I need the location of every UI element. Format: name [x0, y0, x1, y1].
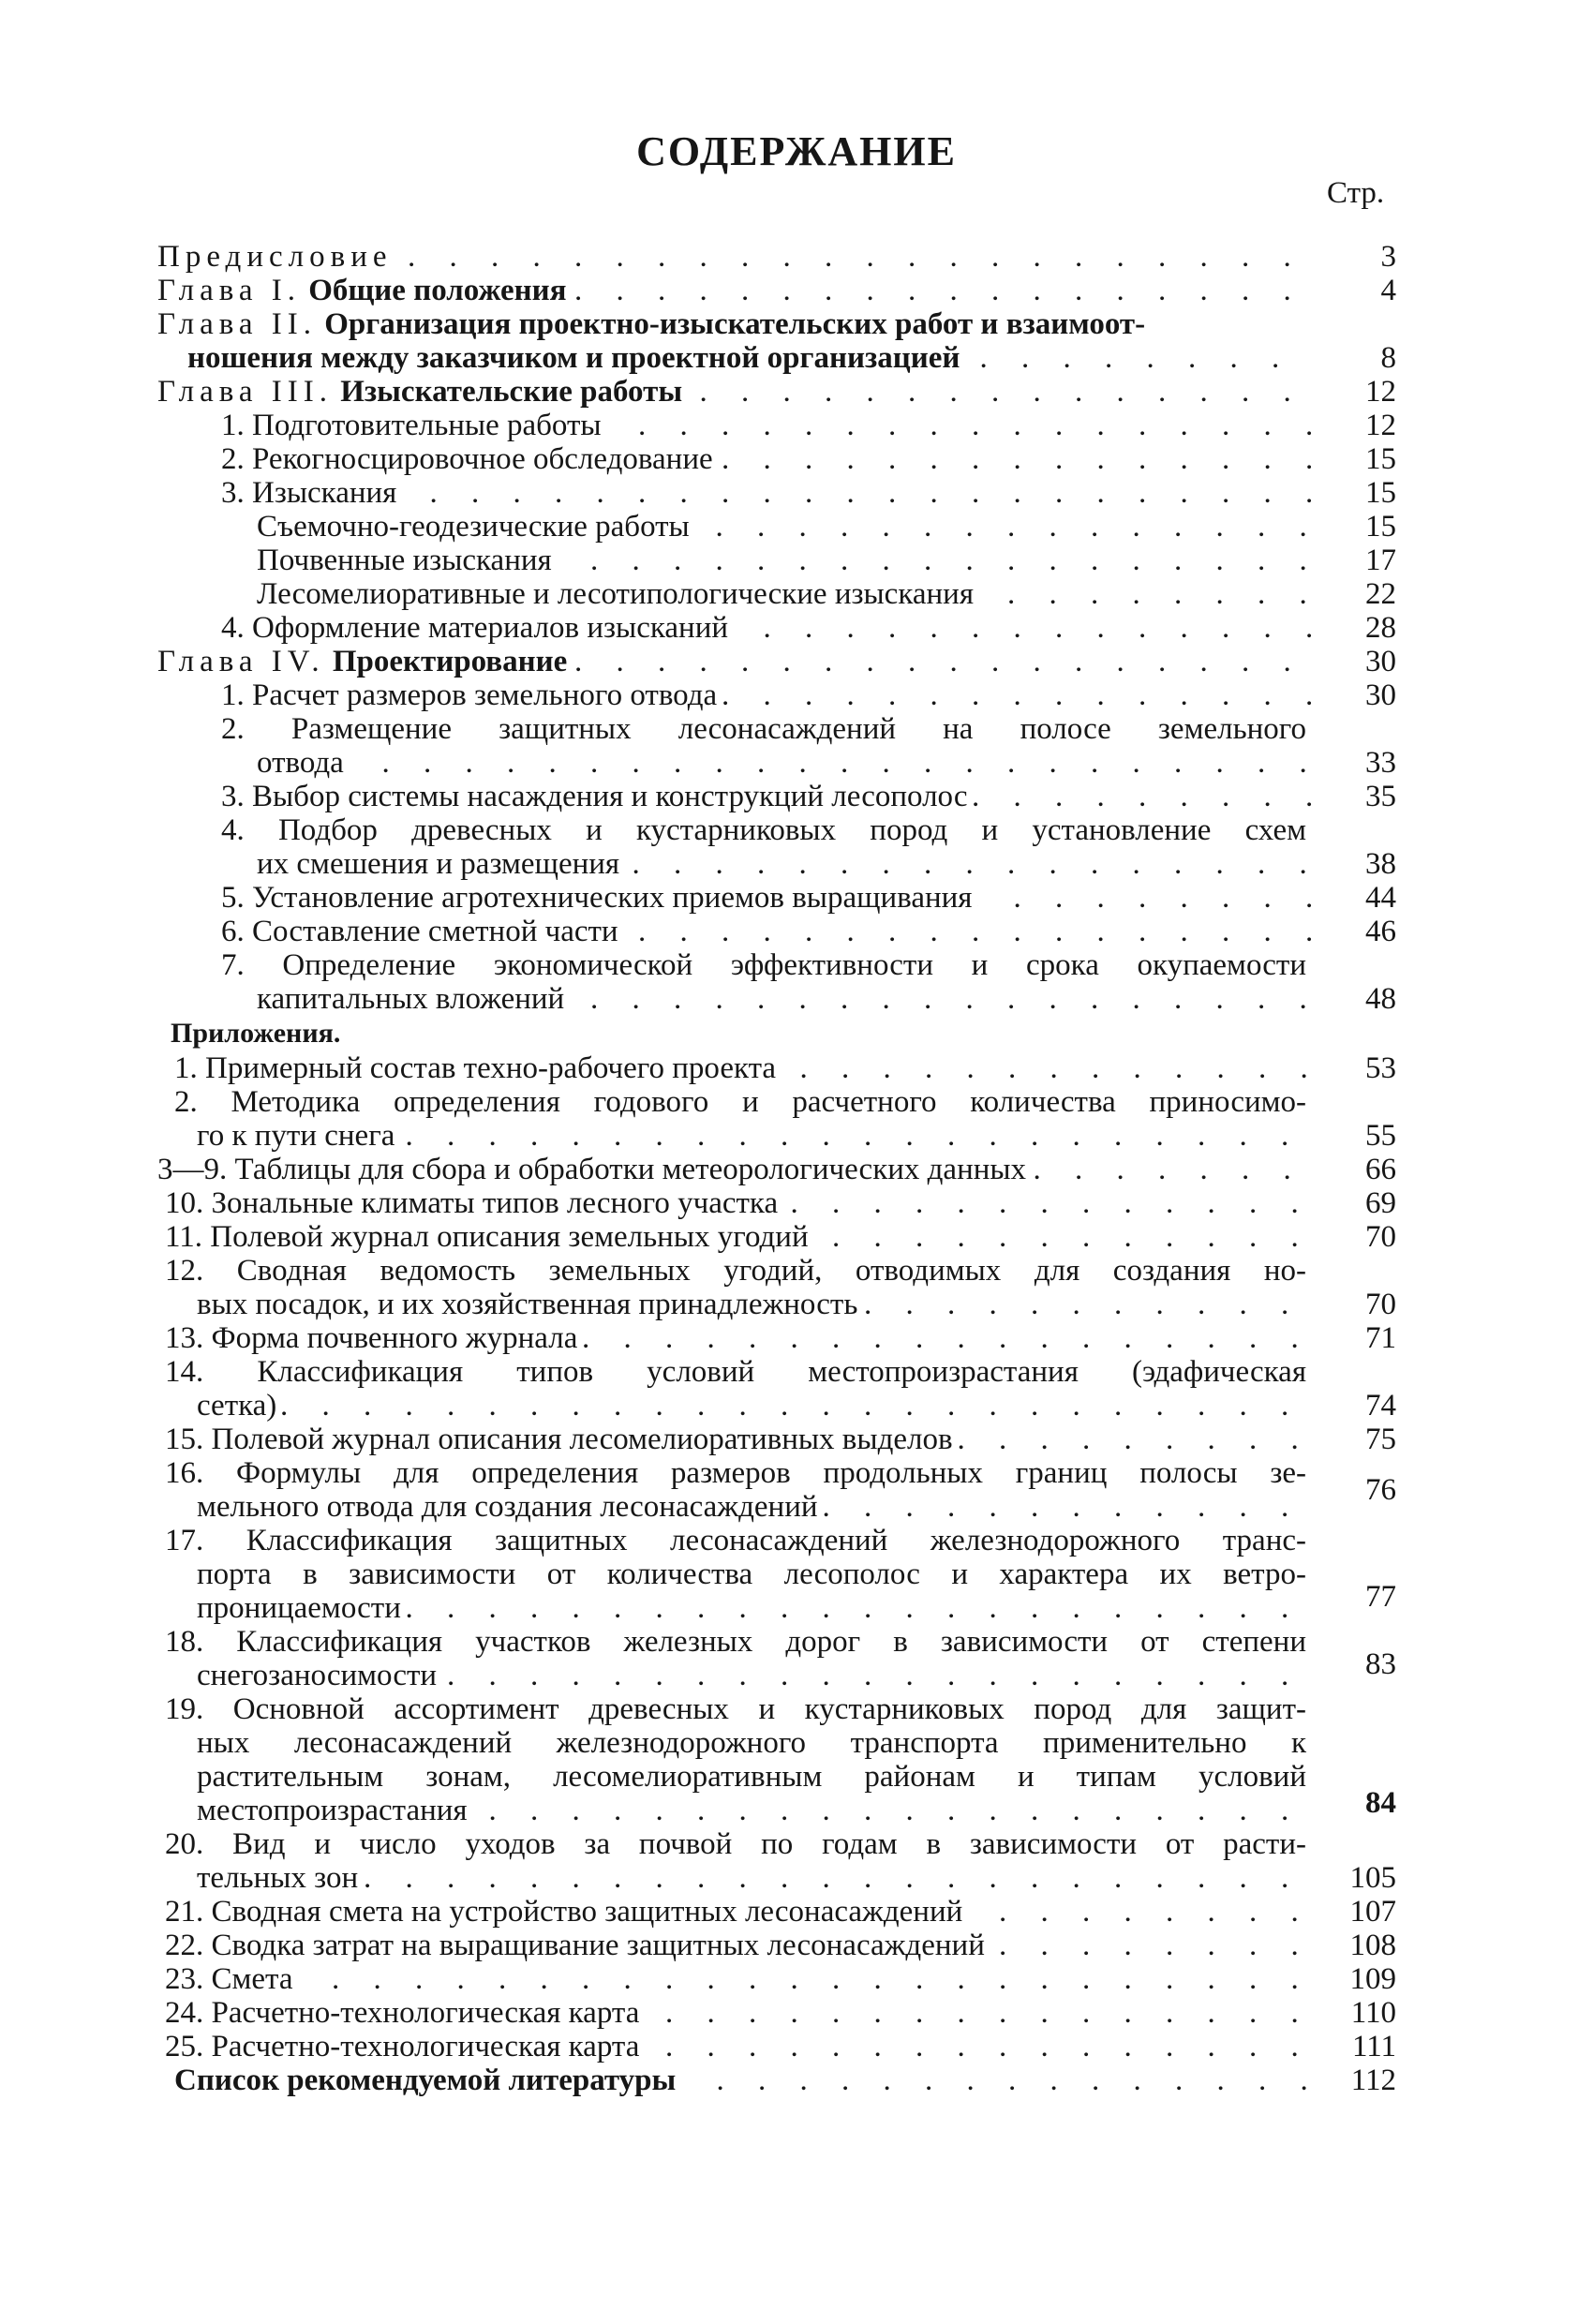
page-number: 112: [1350, 2063, 1396, 2097]
entry-text: капитальных вложений: [257, 982, 570, 1016]
toc-entry-chapter-4[interactable]: [157, 645, 1312, 678]
toc-subentry[interactable]: [221, 780, 1312, 813]
entry-text: растительным зонам, лесомелиоративным районам и типам условий: [197, 1760, 1306, 1794]
entry-text: порта в зависимости от количества лесополос и характера их ветро-: [197, 1557, 1306, 1591]
page-number: 22: [1365, 577, 1396, 611]
toc-subentry[interactable]: [221, 678, 1312, 712]
toc-entry-chapter-2[interactable]: [157, 307, 1312, 341]
entry-text: вых посадок, и их хозяйственная принадлежность: [197, 1288, 863, 1321]
appendix-entry[interactable]: [165, 1962, 1312, 1996]
appendix-entry-cont[interactable]: [197, 1659, 1312, 1692]
toc-subentry-cont[interactable]: [257, 746, 1312, 780]
entry-text: 14. Классификация типов условий местопроизрастания (эдафическая: [165, 1355, 1306, 1389]
appendix-entry[interactable]: [174, 1051, 1312, 1085]
appendix-entry[interactable]: [165, 1254, 1312, 1288]
entry-text: мельного отвода для создания лесонасаждений: [197, 1490, 824, 1524]
toc-entry-chapter-2-cont[interactable]: [187, 341, 1312, 375]
appendix-entry-cont[interactable]: [197, 1557, 1312, 1591]
toc-subentry[interactable]: [221, 409, 1312, 442]
entry-text: 3—9. Таблицы для сбора и обработки метеорологических данных: [157, 1153, 1032, 1186]
appendix-entry[interactable]: [165, 1827, 1312, 1861]
appendix-entry[interactable]: [165, 1456, 1312, 1490]
entry-text: 1. Подготовительные работы: [221, 409, 607, 442]
entry-text: проницаемости: [197, 1591, 407, 1625]
appendix-entry-cont[interactable]: [197, 1389, 1312, 1423]
appendix-entry[interactable]: [165, 1692, 1312, 1726]
entry-text: 3. Изыскания: [221, 476, 402, 510]
entry-text: 1. Примерный состав техно-рабочего проекта: [174, 1051, 782, 1085]
entry-text: 13. Форма почвенного журнала: [165, 1321, 583, 1355]
toc-entry-references[interactable]: [174, 2063, 1312, 2097]
toc-entry-chapter-1[interactable]: [157, 274, 1312, 307]
entry-text: 10. Зональные климаты типов лесного участка: [165, 1186, 783, 1220]
chapter-title: Проектирование: [332, 645, 568, 678]
page-number: 66: [1365, 1153, 1396, 1186]
entry-text: 21. Сводная смета на устройство защитных лесонасаждений: [165, 1895, 968, 1929]
page-number: 53: [1365, 1051, 1396, 1085]
page-column-label: Стр.: [1327, 176, 1385, 210]
appendix-entry[interactable]: [165, 1929, 1312, 1962]
page-number: 105: [1349, 1861, 1396, 1895]
entry-text: го к пути снега: [197, 1119, 400, 1153]
entry-text: 2. Методика определения годового и расчетного количества приносимо-: [174, 1085, 1306, 1119]
entry-text: 4. Оформление материалов изысканий: [221, 611, 734, 645]
page-number: 69: [1365, 1186, 1396, 1220]
toc-subentry[interactable]: [221, 813, 1312, 847]
appendix-entry[interactable]: [157, 1153, 1312, 1186]
entry-text: 16. Формулы для определения размеров продольных границ полосы зе-: [165, 1456, 1306, 1490]
page-number: 15: [1365, 476, 1396, 510]
chapter-title: Изыскательские работы: [340, 375, 683, 409]
appendix-entry-cont[interactable]: [197, 1760, 1312, 1794]
page-number: 110: [1350, 1996, 1396, 2030]
appendix-entry-cont[interactable]: [197, 1794, 1312, 1827]
entry-text: 18. Классификация участков железных дорог в зависимости от степени: [165, 1625, 1306, 1659]
entry-text: их смешения и размещения: [257, 847, 625, 881]
entry-text: 7. Определение экономической эффективности и срока окупаемости: [221, 948, 1306, 982]
chapter-prefix: Глава IV.: [157, 645, 325, 678]
appendix-entry-cont[interactable]: [197, 1490, 1312, 1524]
chapter-title: Общие положения: [308, 274, 567, 307]
entry-text: 23. Смета: [165, 1962, 299, 1996]
toc-subentry[interactable]: [221, 611, 1312, 645]
page-title: СОДЕРЖАНИЕ: [636, 128, 957, 174]
page-number: 83: [1365, 1647, 1396, 1681]
appendix-entry[interactable]: [174, 1085, 1312, 1119]
chapter-title-line: ношения между заказчиком и проектной организацией: [187, 341, 960, 375]
entry-text: 2. Рекогносцировочное обследование: [221, 442, 719, 476]
entry-text: 11. Полевой журнал описания земельных угодий: [165, 1220, 814, 1254]
page-number: 8: [1380, 341, 1396, 375]
page-number: 44: [1365, 881, 1396, 915]
page-number: 48: [1365, 982, 1396, 1016]
toc-subentry[interactable]: [221, 948, 1312, 982]
page-number: 35: [1365, 780, 1396, 813]
page-number: 71: [1365, 1321, 1396, 1355]
entry-text: ных лесонасаждений железнодорожного транспорта применительно к: [197, 1726, 1306, 1760]
toc-subentry-cont[interactable]: [257, 982, 1312, 1016]
entry-text: тельных зон: [197, 1861, 364, 1895]
page-number: 46: [1365, 915, 1396, 948]
appendix-entry[interactable]: [165, 1321, 1312, 1355]
entry-text: сетка): [197, 1389, 282, 1423]
page-number: 4: [1380, 274, 1396, 307]
toc-subentry[interactable]: [221, 712, 1312, 746]
page-number: 84: [1365, 1786, 1396, 1820]
appendix-entry-cont[interactable]: [197, 1119, 1312, 1153]
toc-subentry[interactable]: [221, 881, 1312, 915]
page-number: 3: [1380, 240, 1396, 274]
toc-entry-chapter-3[interactable]: [157, 375, 1312, 409]
appendix-entry[interactable]: [165, 1524, 1312, 1557]
page-number: 109: [1349, 1962, 1396, 1996]
appendix-entry-cont[interactable]: [197, 1861, 1312, 1895]
toc-subentry[interactable]: [221, 915, 1312, 948]
entry-text: Съемочно-геодезические работы: [257, 510, 695, 544]
toc-subentry[interactable]: [257, 577, 1312, 611]
entry-text: 22. Сводка затрат на выращивание защитных лесонасаждений: [165, 1929, 990, 1962]
appendix-entry[interactable]: [165, 1895, 1312, 1929]
page-number: 30: [1365, 645, 1396, 678]
page-number: 38: [1365, 847, 1396, 881]
entry-text: местопроизрастания: [197, 1794, 473, 1827]
page-number: 28: [1365, 611, 1396, 645]
page-number: 77: [1365, 1580, 1396, 1614]
entry-text: 25. Расчетно-технологическая карта: [165, 2030, 645, 2063]
appendix-entry[interactable]: [165, 1996, 1312, 2030]
page-number: 70: [1365, 1220, 1396, 1254]
entry-text: 6. Составление сметной части: [221, 915, 624, 948]
entry-text: 17. Классификация защитных лесонасаждений железнодорожного транс-: [165, 1524, 1306, 1557]
entry-text: снегозаносимости: [197, 1659, 442, 1692]
entry-text: 5. Установление агротехнических приемов выращивания: [221, 881, 977, 915]
appendix-entry[interactable]: [165, 1355, 1312, 1389]
appendix-entry[interactable]: [165, 1186, 1312, 1220]
appendix-entry-cont[interactable]: [197, 1288, 1312, 1321]
entry-text: Предисловие: [157, 240, 398, 274]
appendix-entry[interactable]: [165, 1625, 1312, 1659]
appendix-entry[interactable]: [165, 1423, 1312, 1456]
chapter-title-line: Организация проектно-изыскательских работ и взаимоот-: [324, 307, 1146, 341]
page-number: 33: [1365, 746, 1396, 780]
appendix-entry-cont[interactable]: [197, 1591, 1312, 1625]
page-number: 12: [1365, 409, 1396, 442]
page-number: 15: [1365, 442, 1396, 476]
toc-subentry[interactable]: [257, 544, 1312, 577]
entry-text: 20. Вид и число уходов за почвой по годам в зависимости от расти-: [165, 1827, 1306, 1861]
page-number: 74: [1365, 1389, 1396, 1423]
page-number: 17: [1365, 544, 1396, 577]
page-number: 15: [1365, 510, 1396, 544]
entry-text: Почвенные изыскания: [257, 544, 558, 577]
entry-text: Список рекомендуемой литературы: [174, 2063, 677, 2097]
toc-entry-preface[interactable]: [157, 240, 1312, 274]
page-number: 12: [1365, 375, 1396, 409]
entry-text: Лесомелиоративные и лесотипологические изыскания: [257, 577, 979, 611]
appendix-entry[interactable]: [165, 1220, 1312, 1254]
toc-subentry[interactable]: [221, 476, 1312, 510]
page-number: 30: [1365, 678, 1396, 712]
chapter-prefix: Глава II.: [157, 307, 317, 341]
entry-text: 4. Подбор древесных и кустарниковых пород и установление схем: [221, 813, 1306, 847]
entry-text: 19. Основной ассортимент древесных и кустарниковых пород для защит-: [165, 1692, 1306, 1726]
toc-subentry[interactable]: [221, 442, 1312, 476]
page-number: 111: [1351, 2030, 1396, 2063]
page-number: 107: [1349, 1895, 1396, 1929]
entry-text: отвода: [257, 746, 350, 780]
entry-text: 1. Расчет размеров земельного отвода: [221, 678, 722, 712]
page-number: 108: [1349, 1929, 1396, 1962]
appendix-heading: Приложения.: [171, 1018, 341, 1049]
entry-text: 3. Выбор системы насаждения и конструкций лесополос: [221, 780, 974, 813]
page-number: 76: [1365, 1473, 1396, 1507]
toc-subentry-cont[interactable]: [257, 847, 1312, 881]
entry-text: 12. Сводная ведомость земельных угодий, отводимых для создания но-: [165, 1254, 1306, 1288]
entry-text: 15. Полевой журнал описания лесомелиоративных выделов: [165, 1423, 959, 1456]
appendix-entry-cont[interactable]: [197, 1726, 1312, 1760]
chapter-prefix: Глава I.: [157, 274, 301, 307]
page-number: 75: [1365, 1423, 1396, 1456]
page-number: 55: [1365, 1119, 1396, 1153]
chapter-prefix: Глава III.: [157, 375, 333, 409]
entry-text: 24. Расчетно-технологическая карта: [165, 1996, 645, 2030]
page-number: 70: [1365, 1288, 1396, 1321]
entry-text: 2. Размещение защитных лесонасаждений на полосе земельного: [221, 712, 1306, 746]
toc-subentry[interactable]: [257, 510, 1312, 544]
appendix-entry[interactable]: [165, 2030, 1312, 2063]
